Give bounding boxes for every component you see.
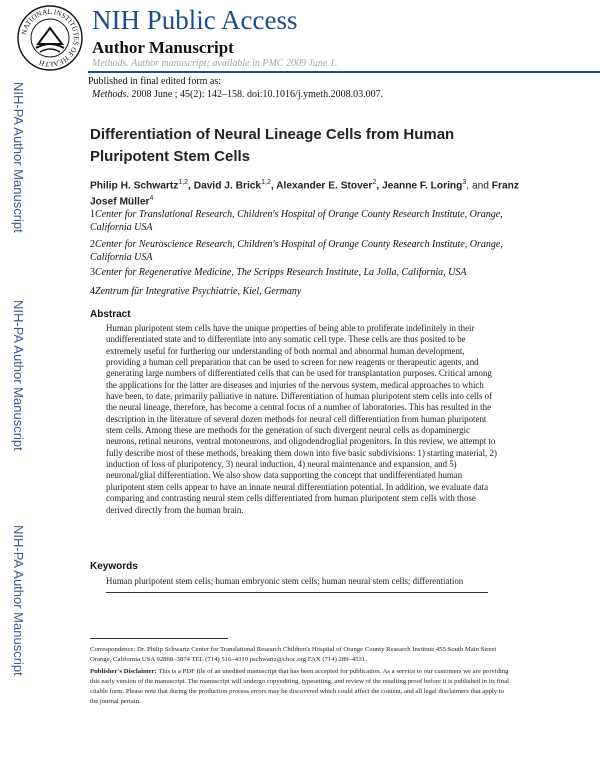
header-note-journal: Methods [92,58,127,69]
header-rule [88,71,600,73]
citation-details: . 2008 June ; 45(2): 142–158. doi:10.1016/j.ymeth.2008.03.007. [126,89,384,100]
author-affiliation-ref: 3 [462,179,467,186]
footnote-rule [90,638,228,639]
header-note-rest: . Author manuscript; available in PMC 2009 June 1. [126,58,338,69]
header-availability-note [92,58,337,70]
affiliation: 1Center for Translational Research, Children's Hospital of Orange County Research Institute, Orange, California USA [90,209,503,233]
published-label: Published in final edited form as: [88,76,222,87]
svg-text:NATIONAL INSTITUTES OF HEALTH [20,8,80,68]
keywords-rule [106,592,488,593]
disclaimer-label: Publisher's Disclaimer: [90,668,157,675]
nih-seal-logo [16,4,84,72]
keywords-text: Human pluripotent stem cells; human embryonic stem cells; human neural stem cells; differentiation [106,576,464,586]
side-watermark-1: NIH-PA Author Manuscript [11,82,26,233]
author-name: Jeanne F. Loring [381,180,463,192]
author-list: Philip H. Schwartz$^{1,2}$, David J. Brick$^{1,2}$, Alexander E. Stover$^2$, Jeanne F. Loring$^3$, and Franz Josef Müller$^4$ [90,179,519,208]
abstract-heading: Abstract [90,309,131,320]
published-citation [92,89,383,101]
article-title: Differentiation of Neural Lineage Cells from Human Pluripotent Stem Cells [90,126,455,165]
author-name: Franz Josef Müller [90,180,519,208]
author-name: Alexander E. Stover [276,180,373,192]
side-watermark-3: NIH-PA Author Manuscript [11,525,26,676]
header-title: NIH Public Access [92,5,298,35]
correspondence-note: Correspondence: Dr. Philip Schwartz Center for Translational Research Children's Hospital of Orange County Research Institute 455 South Main Street Orange, California USA 92868–3874 TEL (714) 516–4310 pschwartz@choc.org FAX (714) 289–4531. [90,646,497,663]
header-subtitle: Author Manuscript [92,38,234,57]
keywords-heading: Keywords [90,561,138,572]
publisher-disclaimer [90,667,512,707]
author-name: David J. Brick [193,180,262,192]
affiliation: 3Center for Regenerative Medicine, The Scripps Research Institute, La Jolla, California, USA [90,267,467,278]
disclaimer-text: This is a PDF file of an unedited manuscript that has been accepted for publication. As a service to our customers we are providing this early version of the manuscript. The manuscript will undergo copyediting, typesetting, and review of the resulting proof before it is published in its final citable form. Please note that during the production process errors may be discovered which could affect the content, and all legal disclaimers that apply to the journal pertain. [90,668,509,705]
affiliation: 2Center for Neuroscience Research, Children's Hospital of Orange County Research Institute, Orange, California USA [90,239,503,263]
citation-journal: Methods [92,89,127,100]
author-name: Philip H. Schwartz [90,180,179,192]
affiliation: 4Zentrum für Integrative Psychiatrie, Kiel, Germany [90,286,302,297]
author-affiliation-ref: 2 [372,179,377,186]
author-affiliation-ref: 1,2 [178,179,189,186]
side-watermark-2: NIH-PA Author Manuscript [11,300,26,451]
seal-text: NATIONAL INSTITUTES OF HEALTH [20,7,81,69]
author-affiliation-ref: 4 [149,195,154,203]
author-affiliation-ref: 1,2 [261,179,271,186]
abstract-text: Human pluripotent stem cells have the unique properties of being able to proliferate indefinitely in their undifferentiated state and to differentiate into any somatic cell type. These cells are thus posited to be extremely useful for furthering our understanding of both normal and abnormal human development, providing a human cell preparation that can be used to screen for new reagents or therapeutic agents, and generating large numbers of differentiated cells that can be used for transplantation purposes. Critical among the applications for the latter are diseases and injuries of the nervous system, medical approaches to which have been, to date, primarily palliative in nature. Differentiation of human pluripotent stem cells into cells of the neural lineage, therefore, has become a central focus of a number of laboratories. This has resulted in the description in the literature of several dozen methods for neural cell differentiation from human pluripotent stem cells. Among these are methods for the generation of such divergent neural cells as dopaminergic neurons, retinal neurons, ventral motoneurons, and oligodendroglial progenitors. In this review, we attempt to fully describe most of these methods, breaking them down into five basic subdivisions: 1) starting material, 2) induction of loss of pluripotency, 3) neural induction, 4) neural maintenance and expansion, and 5) neuronal/glial differentiation. We also show data supporting the concept that undifferentiated human pluripotent stem cells appear to have an innate neural differentiation potential. In addition, we evaluate data comparing and contrasting neural stem cells differentiated from human pluripotent stem cells with those derived directly from the human brain. [106,323,497,515]
